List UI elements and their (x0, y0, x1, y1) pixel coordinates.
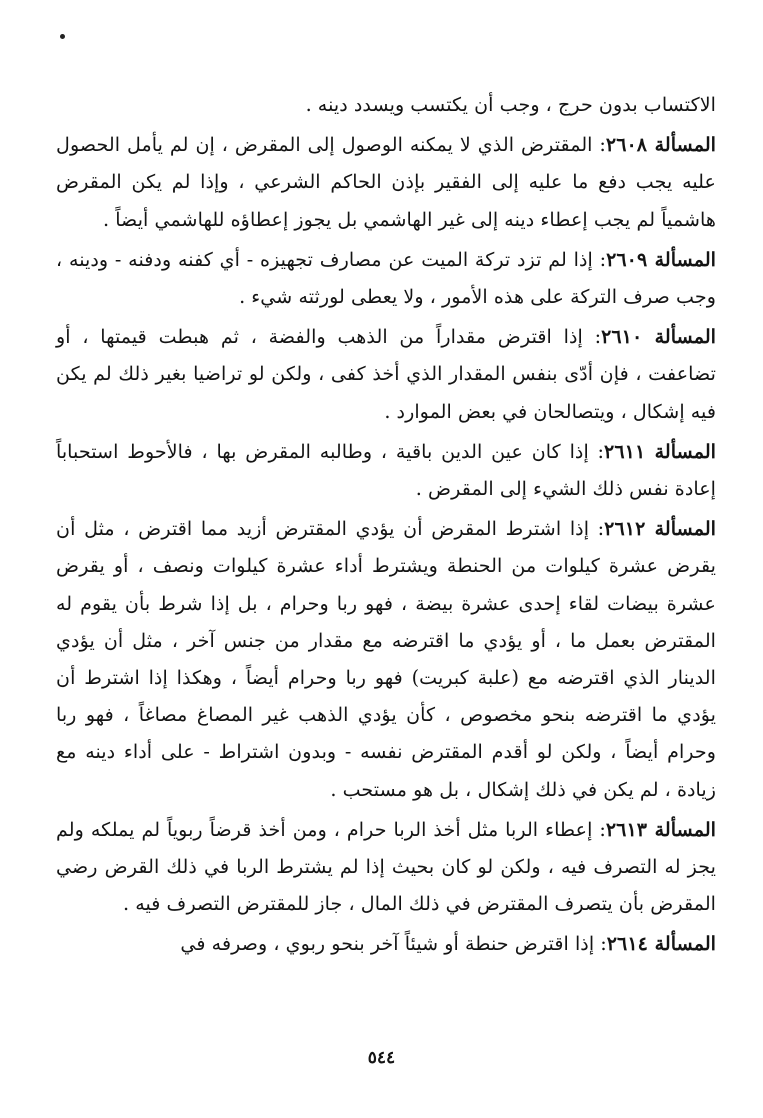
issue-label: المسألة ٢٦١٠ (601, 325, 716, 349)
issue-label: المسألة ٢٦١٢ (604, 517, 716, 541)
issue-text: : إذا اشترط المقرض أن يؤدي المقترض أزيد مما اقترض ، مثل أن يقرض عشرة كيلوات من الحنطة ويشترط أداء عشرة كيلوات ونصف ، أو يقرض عشرة بيضات لقاء إحدى عشرة بيضة ، فهو ربا وحرام ، بل إذا شرط بأن يقوم له المقترض بعمل ما ، أو يؤدي ما اقترضه مع مقدار من جنس آخر ، مثل أن يؤدي الدينار الذي اقترضه مع (علبة كبريت) فهو ربا وحرام أيضاً ، وهكذا إذا اشترط أن يؤدي ما اقترضه بنحو مخصوص ، كأن يؤدي الذهب غير المصاغ مصاغاً ، فهو ربا وحرام أيضاً ، ولكن لو أقدم المقترض نفسه - وبدون اشتراط - على أداء دينه مع زيادة ، لم يكن في ذلك إشكال ، بل هو مستحب . (56, 517, 716, 801)
issue-text: : إذا اقترض مقداراً من الذهب والفضة ، ثم هبطت قيمتها ، أو تضاعفت ، فإن أدّى بنفس المقدار الذي أخذ كفى ، ولكن لو تراضيا بغير ذلك لم يكن فيه إشكال ، ويتصالحان في بعض الموارد . (56, 325, 716, 423)
issue-2611 (56, 433, 716, 507)
issue-text: : إذا كان عين الدين باقية ، وطالبه المقرض بها ، فالأحوط استحباباً إعادة نفس ذلك الشيء إلى المقرض . (56, 439, 716, 501)
margin-dot (60, 34, 65, 39)
issue-2614 (56, 925, 716, 962)
issue-label: المسألة ٢٦١٤ (606, 932, 716, 956)
issue-2610 (56, 318, 716, 430)
issue-2613 (56, 811, 716, 923)
issue-2612 (56, 510, 716, 808)
issue-2608 (56, 126, 716, 238)
issue-text: : إذا اقترض حنطة أو شيئاً آخر بنحو ربوي ، وصرفه في (180, 932, 607, 956)
issue-2609 (56, 241, 716, 315)
issue-label: المسألة ٢٦٠٨ (605, 133, 716, 157)
issue-label: المسألة ٢٦١٣ (605, 817, 717, 841)
page-number: ٥٤٤ (367, 1048, 396, 1068)
issue-text: : إذا لم تزد تركة الميت عن مصارف تجهيزه - أي كفنه ودفنه - ودينه ، وجب صرف التركة على هذه الأمور ، ولا يعطى لورثته شيء . (56, 247, 716, 309)
issue-label: المسألة ٢٦١١ (604, 439, 716, 463)
paragraph-continuation (56, 86, 716, 123)
issue-text: : المقترض الذي لا يمكنه الوصول إلى المقرض ، إن لم يأمل الحصول عليه يجب دفع ما عليه إلى الفقير بإذن الحاكم الشرعي ، وإذا لم يكن المقرض هاشمياً لم يجب إعطاء دينه إلى غير الهاشمي بل يجوز إعطاؤه للهاشمي أيضاً . (56, 133, 716, 231)
issue-label: المسألة ٢٦٠٩ (606, 247, 717, 271)
paragraph-text: الاكتساب بدون حرج ، وجب أن يكتسب ويسدد دينه . (305, 93, 716, 116)
issue-text: : إعطاء الربا مثل أخذ الربا حرام ، ومن أخذ قرضاً ربوياً لم يملكه ولم يجز له التصرف فيه ، ولكن لو كان بحيث إذا لم يشترط الربا في ذلك القرض رضي المقرض بأن يتصرف المقترض في ذلك المال ، جاز للمقترض التصرف فيه . (56, 817, 716, 916)
page-content (56, 86, 716, 966)
